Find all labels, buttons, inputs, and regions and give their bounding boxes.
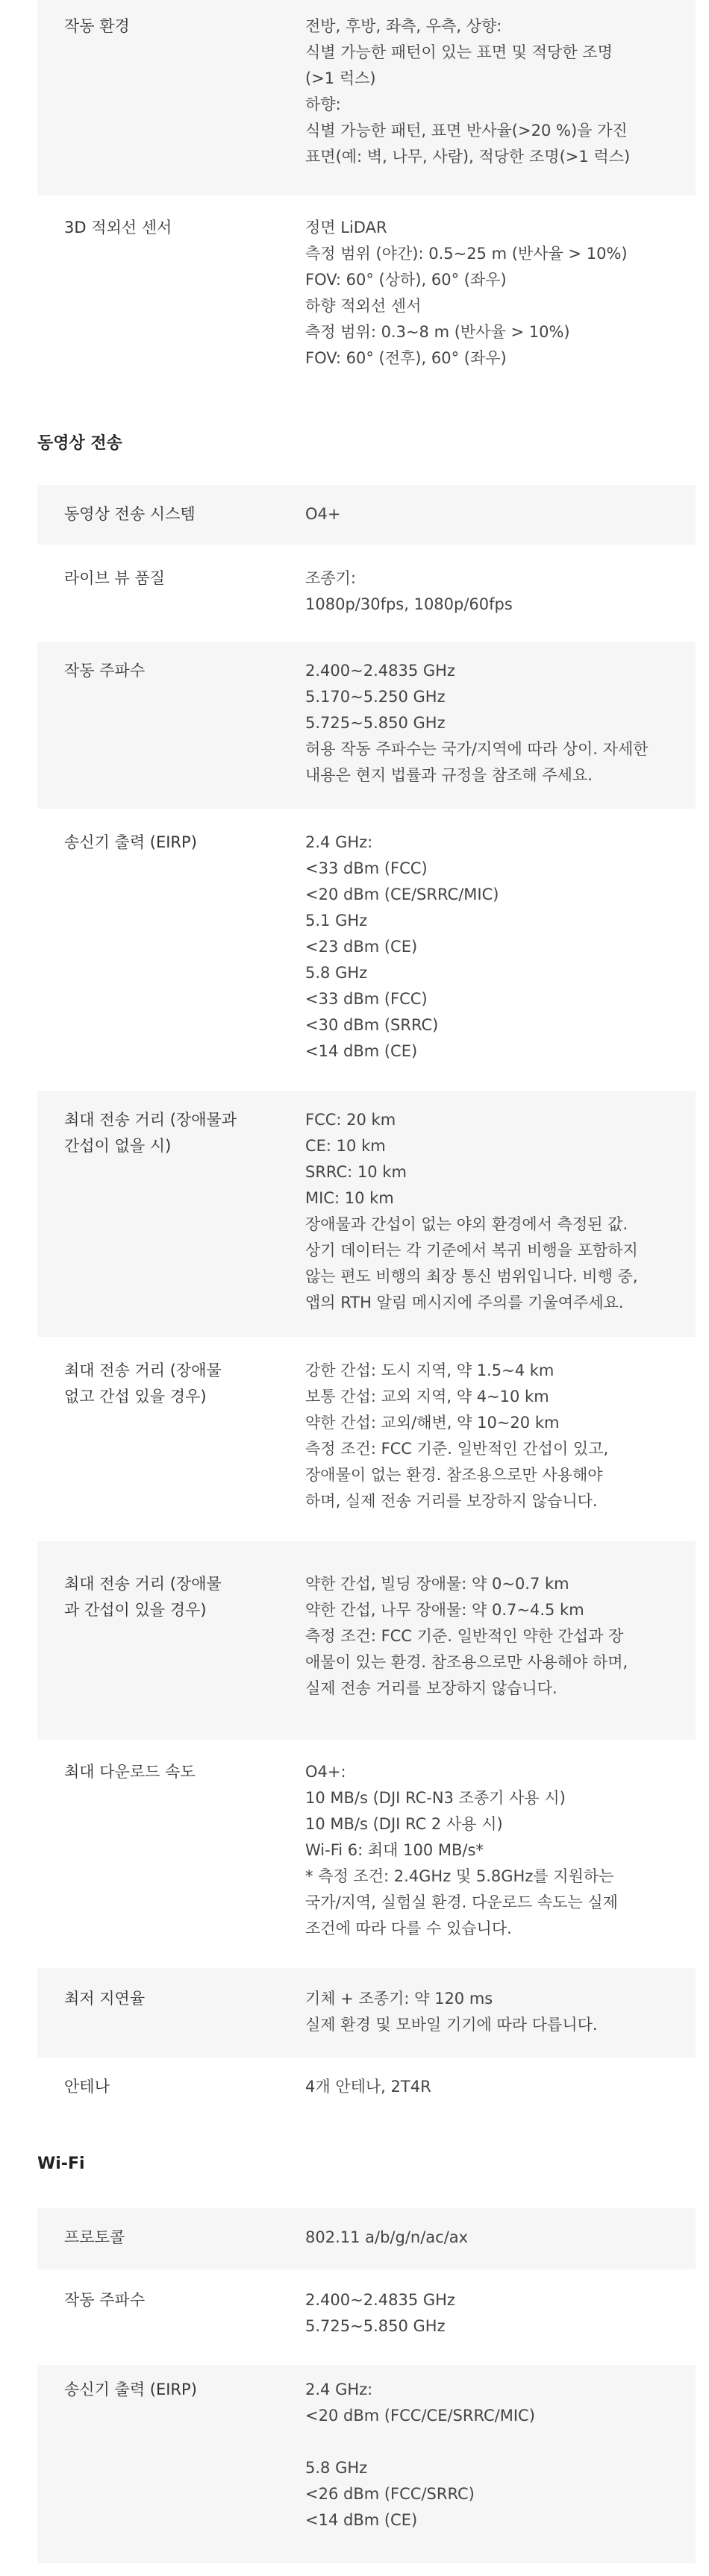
spec-label: 최저 지연율 [64, 1990, 146, 2008]
spec-value: 4개 안테나, 2T4R [305, 2078, 431, 2096]
spec-row-video-transmission-system [37, 485, 696, 545]
spec-label: 안테나 [64, 2078, 110, 2096]
blank-line [305, 2429, 686, 2455]
spec-row-max-range-no-obstacles-with-interference [37, 1337, 696, 1541]
spec-label: 작동 주파수 [64, 662, 146, 680]
spec-label: 최대 전송 거리 (장애물 과 간섭이 있을 경우) [64, 1575, 222, 1619]
spec-row-min-latency [37, 1968, 696, 2058]
spec-row-wifi-operating-frequency [37, 2269, 696, 2365]
spec-row-transmitter-power [37, 809, 696, 1091]
spec-label: 동영상 전송 시스템 [64, 505, 196, 523]
spec-label: 3D 적외선 센서 [64, 219, 172, 236]
spec-value: 전방, 후방, 좌측, 우측, 상향: 식별 가능한 패턴이 있는 표면 및 적당한 조명 (>1 럭스) 하향: 식별 가능한 패턴, 표면 반사율(>20 %)을 가진 표면(예: 벽, 나무, 사람), 적당한 조명(>1 럭스) [305, 17, 631, 166]
spec-row-antenna [37, 2058, 696, 2117]
spec-row-max-range-no-interference [37, 1091, 696, 1337]
spec-row-max-range-with-obstacles-and-interference [37, 1541, 696, 1740]
spec-row-wifi-protocol [37, 2208, 696, 2269]
spec-row-3d-infrared-sensor [37, 195, 696, 394]
spec-label: 최대 전송 거리 (장애물 없고 간섭 있을 경우) [64, 1361, 222, 1405]
spec-value: O4+ [305, 505, 341, 523]
spec-row-max-download-speed [37, 1740, 696, 1968]
section-title-wifi: Wi-Fi [37, 2154, 85, 2173]
spec-value: 강한 간섭: 도시 지역, 약 1.5~4 km 보통 간섭: 교외 지역, 약 4~10 km 약한 간섭: 교외/해변, 약 10~20 km 측정 조건: FCC 기준. 일반적인 간섭이 있고, 장애물이 없는 환경. 참조용으로만 사용해야 하며, 실제 전송 거리를 보장하지 않습니다. [305, 1361, 609, 1510]
spec-value: O4+: 10 MB/s (DJI RC-N3 조종기 사용 시) 10 MB/s (DJI RC 2 사용 시) Wi-Fi 6: 최대 100 MB/s* * 측정 조건: 2.4GHz 및 5.8GHz를 지원하는 국가/지역, 실험실 환경. 다운로드 속도는 실제 조건에 따라 다를 수 있습니다. [305, 1763, 618, 1937]
spec-row-operating-frequency [37, 642, 696, 809]
spec-value: 기체 + 조종기: 약 120 ms 실제 환경 및 모바일 기기에 따라 다릅니다. [305, 1990, 598, 2034]
spec-row-operating-environment [37, 0, 696, 195]
spec-label: 최대 전송 거리 (장애물과 간섭이 없을 시) [64, 1111, 237, 1155]
spec-value: 정면 LiDAR 측정 범위 (야간): 0.5~25 m (반사율 > 10%) FOV: 60° (상하), 60° (좌우) 하향 적외선 센서 측정 범위: 0.3~8 m (반사율 > 10%) FOV: 60° (전후), 60° (좌우) [305, 219, 628, 367]
spec-value: 2.4 GHz: <33 dBm (FCC) <20 dBm (CE/SRRC/MIC) 5.1 GHz <23 dBm (CE) 5.8 GHz <33 dBm (FCC) <30 dBm (SRRC) <14 dBm (CE) [305, 833, 499, 1060]
spec-value: 2.400~2.4835 GHz 5.170~5.250 GHz 5.725~5.850 GHz 허용 작동 주파수는 국가/지역에 따라 상이. 자세한 내용은 현지 법률과 규정을 참조해 주세요. [305, 662, 649, 784]
spec-value: 2.4 GHz: <20 dBm (FCC/CE/SRRC/MIC) 5.8 GHz <26 dBm (FCC/SRRC) <14 dBm (CE) [305, 2377, 686, 2533]
spec-value: 약한 간섭, 빌딩 장애물: 약 0~0.7 km 약한 간섭, 나무 장애물: 약 0.7~4.5 km 측정 조건: FCC 기준. 일반적인 약한 간섭과 장 애물이 있는 환경. 참조용으로만 사용해야 하며, 실제 전송 거리를 보장하지 않습니다. [305, 1575, 628, 1697]
spec-label: 최대 다운로드 속도 [64, 1763, 196, 1781]
spec-label: 프로토콜 [64, 2228, 125, 2246]
spec-label: 작동 주파수 [64, 2291, 146, 2309]
spec-value: 2.400~2.4835 GHz 5.725~5.850 GHz [305, 2291, 455, 2335]
spec-row-wifi-transmitter-power [37, 2365, 696, 2563]
spec-label: 송신기 출력 (EIRP) [64, 833, 197, 851]
spec-label: 라이브 뷰 품질 [64, 569, 166, 587]
section-title-video-transmission: 동영상 전송 [37, 434, 122, 453]
spec-value: FCC: 20 km CE: 10 km SRRC: 10 km MIC: 10 km 장애물과 간섭이 없는 야외 환경에서 측정된 값. 상기 데이터는 각 기준에서 복귀 비행을 포함하지 않는 편도 비행의 최장 통신 범위입니다. 비행 중, 앱의 RTH 알림 메시지에 주의를 기울여주세요. [305, 1111, 638, 1311]
spec-label: 송신기 출력 (EIRP) [64, 2381, 197, 2398]
spec-value: 802.11 a/b/g/n/ac/ax [305, 2228, 469, 2246]
spec-value: 조종기: 1080p/30fps, 1080p/60fps [305, 569, 513, 613]
spec-label: 작동 환경 [64, 17, 130, 35]
spec-row-live-view-quality [37, 545, 696, 642]
